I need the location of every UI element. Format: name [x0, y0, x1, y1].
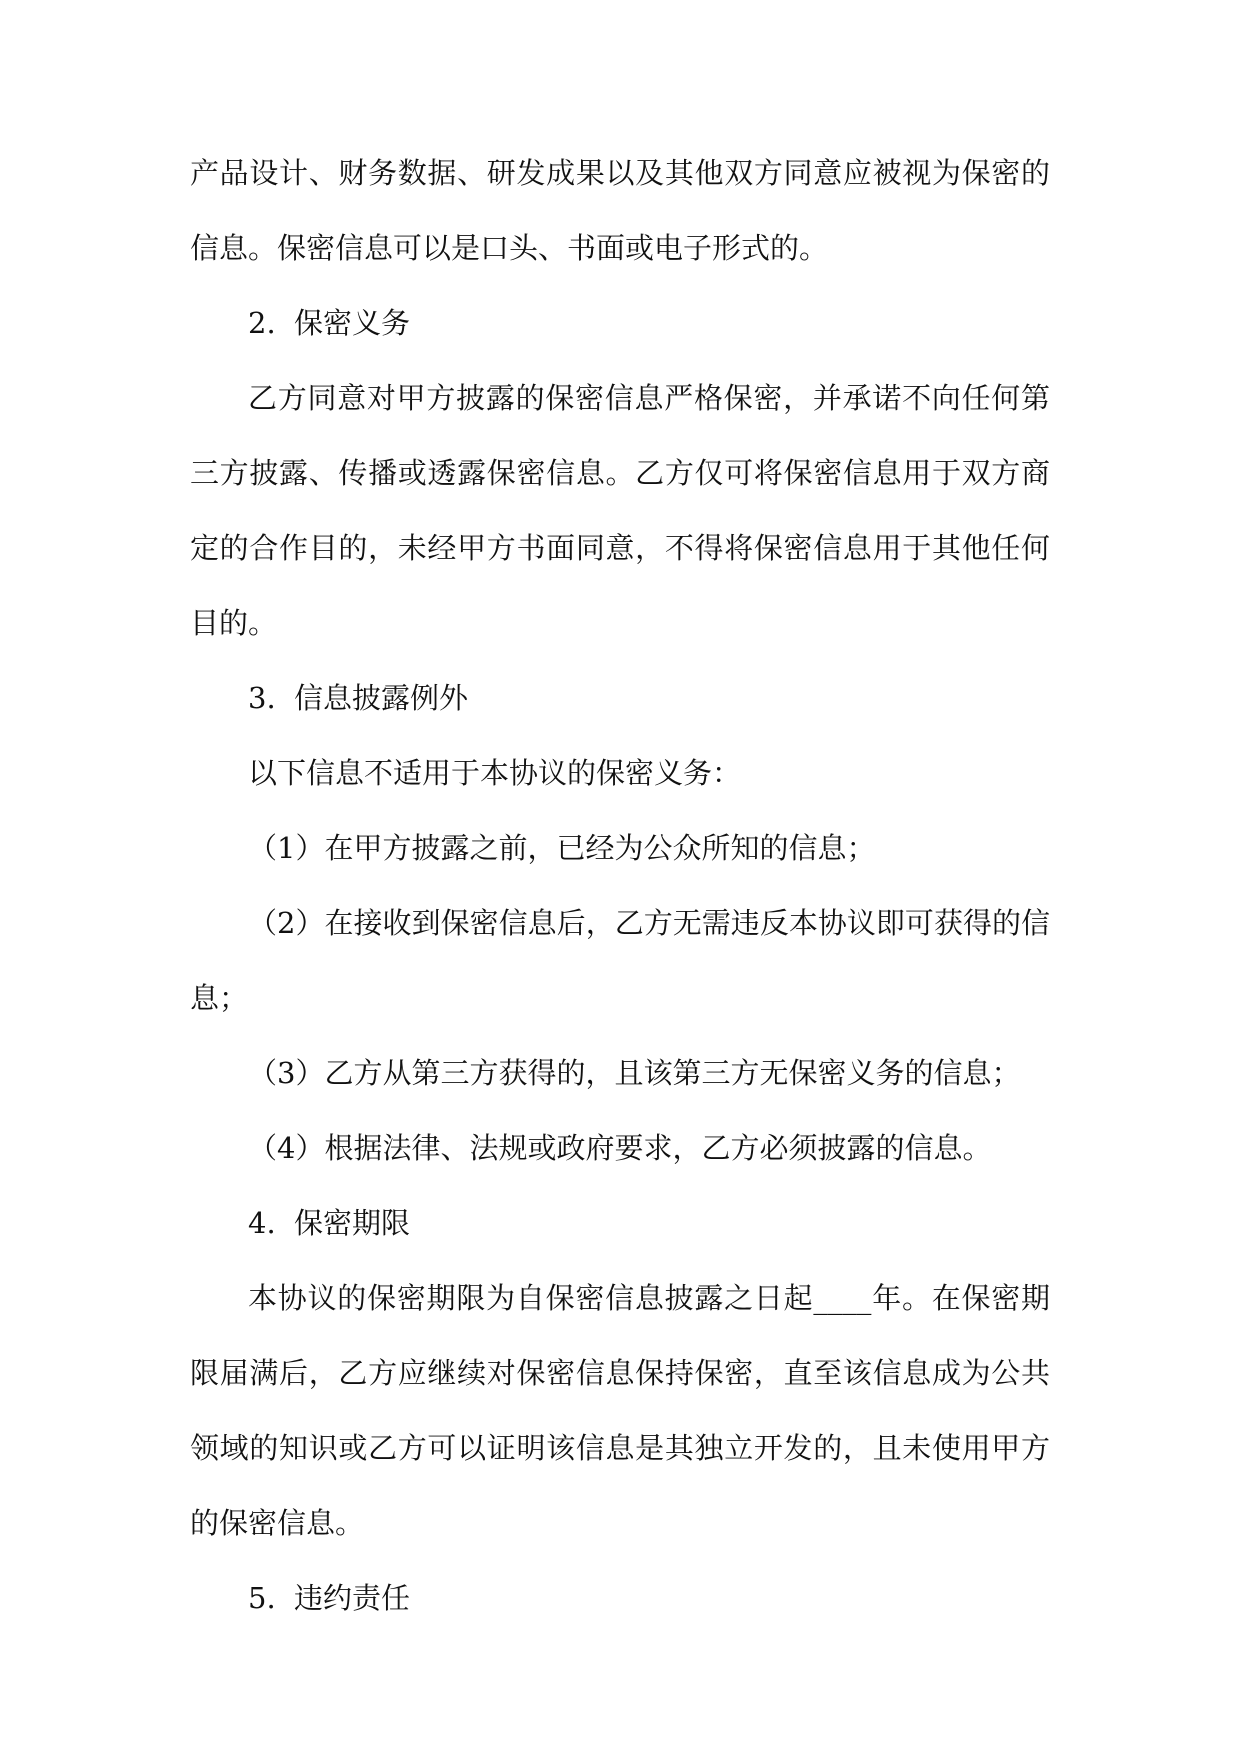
section-3-heading: [190, 661, 1050, 736]
section-4-paragraph: 本协议的保密期限为自保密信息披露之日起____年。在保密期限届满后，乙方应继续对保密信息保持保密，直至该信息成为公共领域的知识或乙方可以证明该信息是其独立开发的，且未使用甲方的保密信息。: [190, 1281, 1050, 1540]
exception-item-2: （2）在接收到保密信息后，乙方无需违反本协议即可获得的信息；: [190, 906, 1050, 1015]
section-4-number: 4.: [248, 1206, 276, 1240]
section-2-title: 保密义务: [294, 306, 411, 340]
exception-item-4: （4）根据法律、法规或政府要求，乙方必须披露的信息。: [248, 1131, 992, 1165]
section-3-title: 信息披露例外: [294, 681, 469, 715]
section-5-heading: [190, 1561, 1050, 1636]
exception-item-3: （3）乙方从第三方获得的，且该第三方无保密义务的信息；: [248, 1056, 1021, 1090]
section-3-number: 3.: [248, 681, 276, 715]
exception-item-1: （1）在甲方披露之前，已经为公众所知的信息；: [248, 831, 876, 865]
section-4-title: 保密期限: [294, 1206, 411, 1240]
section-3-lead-paragraph: 以下信息不适用于本协议的保密义务：: [248, 756, 742, 790]
intro-continuation-paragraph: 产品设计、财务数据、研发成果以及其他双方同意应被视为保密的信息。保密信息可以是口头、书面或电子形式的。: [190, 156, 1050, 265]
section-5-title: 违约责任: [294, 1581, 411, 1615]
section-2-number: 2.: [248, 306, 276, 340]
section-5-number: 5.: [248, 1581, 276, 1615]
section-2-paragraph: 乙方同意对甲方披露的保密信息严格保密，并承诺不向任何第三方披露、传播或透露保密信息。乙方仅可将保密信息用于双方商定的合作目的，未经甲方书面同意，不得将保密信息用于其他任何目的。: [190, 381, 1050, 640]
section-4-heading: [190, 1186, 1050, 1261]
document-page: [190, 136, 1050, 1636]
section-2-heading: [190, 286, 1050, 361]
